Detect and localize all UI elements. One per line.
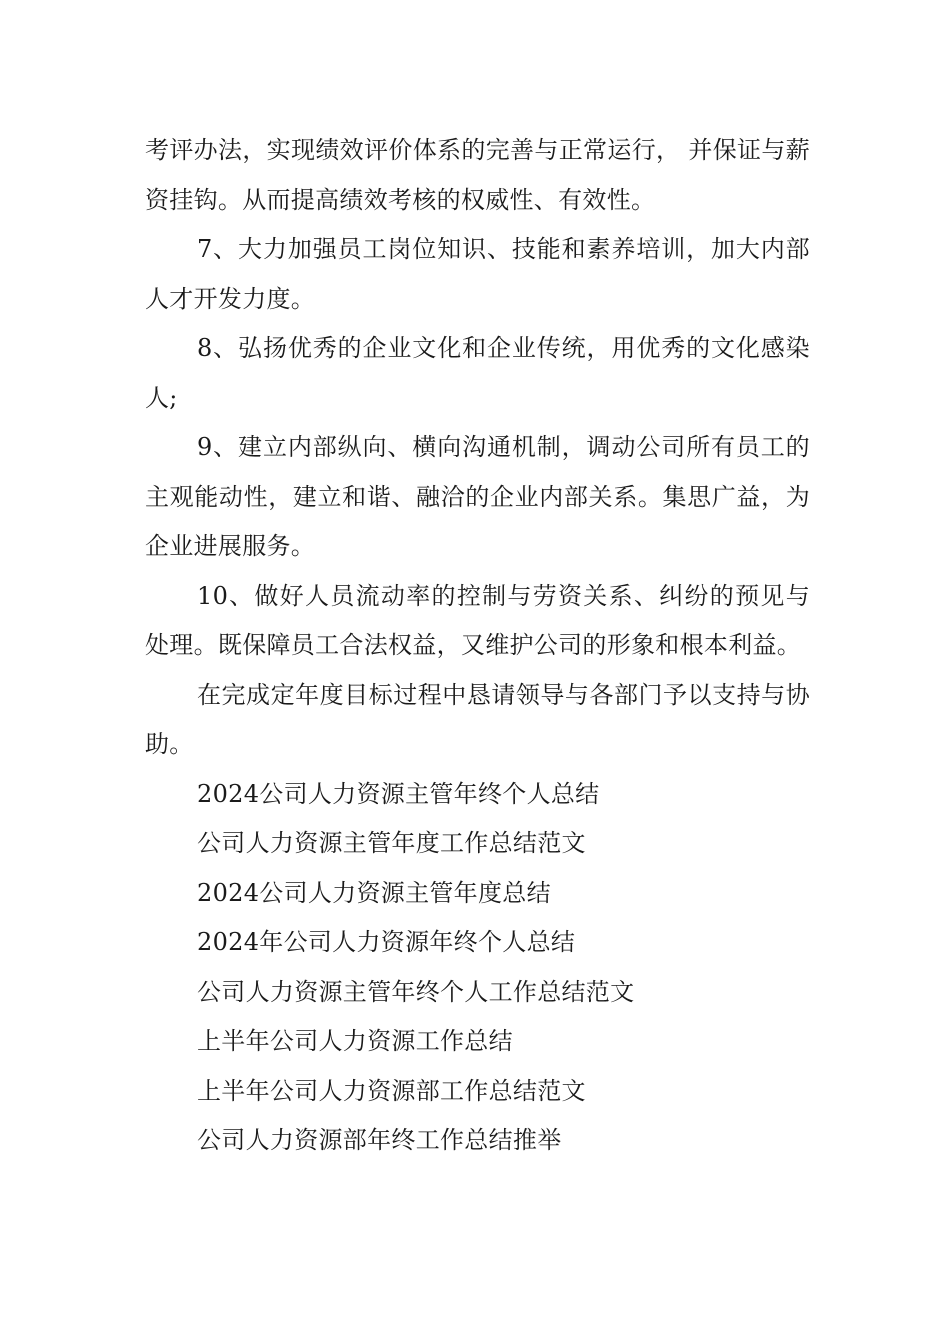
paragraph-continued: 考评办法，实现绩效评价体系的完善与正常运行， 并保证与薪资挂钩。从而提高绩效考核的权威性、有效性。	[145, 136, 810, 214]
paragraph-item-10: 10、做好人员流动率的控制与劳资关系、纠纷的预见与处理。既保障员工合法权益，又维护公司的形象和根本利益。	[145, 581, 810, 659]
related-article-link[interactable]: 上半年公司人力资源工作总结	[197, 1027, 513, 1055]
document-body	[145, 126, 810, 1166]
related-articles-list	[145, 770, 810, 1166]
related-article-link[interactable]: 2024公司人力资源主管年终个人总结	[197, 779, 600, 808]
related-article-link[interactable]: 2024公司人力资源主管年度总结	[197, 878, 551, 907]
paragraph-item-8: 8、弘扬优秀的企业文化和企业传统，用优秀的文化感染人;	[145, 334, 810, 412]
related-article-link[interactable]: 公司人力资源主管年终个人工作总结范文	[197, 977, 635, 1006]
paragraph-closing: 在完成定年度目标过程中恳请领导与各部门予以支持与协助。	[145, 680, 810, 758]
related-article-link[interactable]: 公司人力资源部年终工作总结推举	[197, 1126, 562, 1154]
related-article-link[interactable]: 2024年公司人力资源年终个人总结	[197, 928, 576, 956]
paragraph-item-9: 9、建立内部纵向、横向沟通机制，调动公司所有员工的主观能动性，建立和谐、融洽的企业内部关系。集思广益，为企业进展服务。	[145, 433, 810, 560]
related-article-link[interactable]: 公司人力资源主管年度工作总结范文	[197, 829, 586, 857]
related-article-link[interactable]: 上半年公司人力资源部工作总结范文	[197, 1076, 586, 1105]
paragraph-item-7: 7、大力加强员工岗位知识、技能和素养培训，加大内部人才开发力度。	[145, 235, 810, 313]
